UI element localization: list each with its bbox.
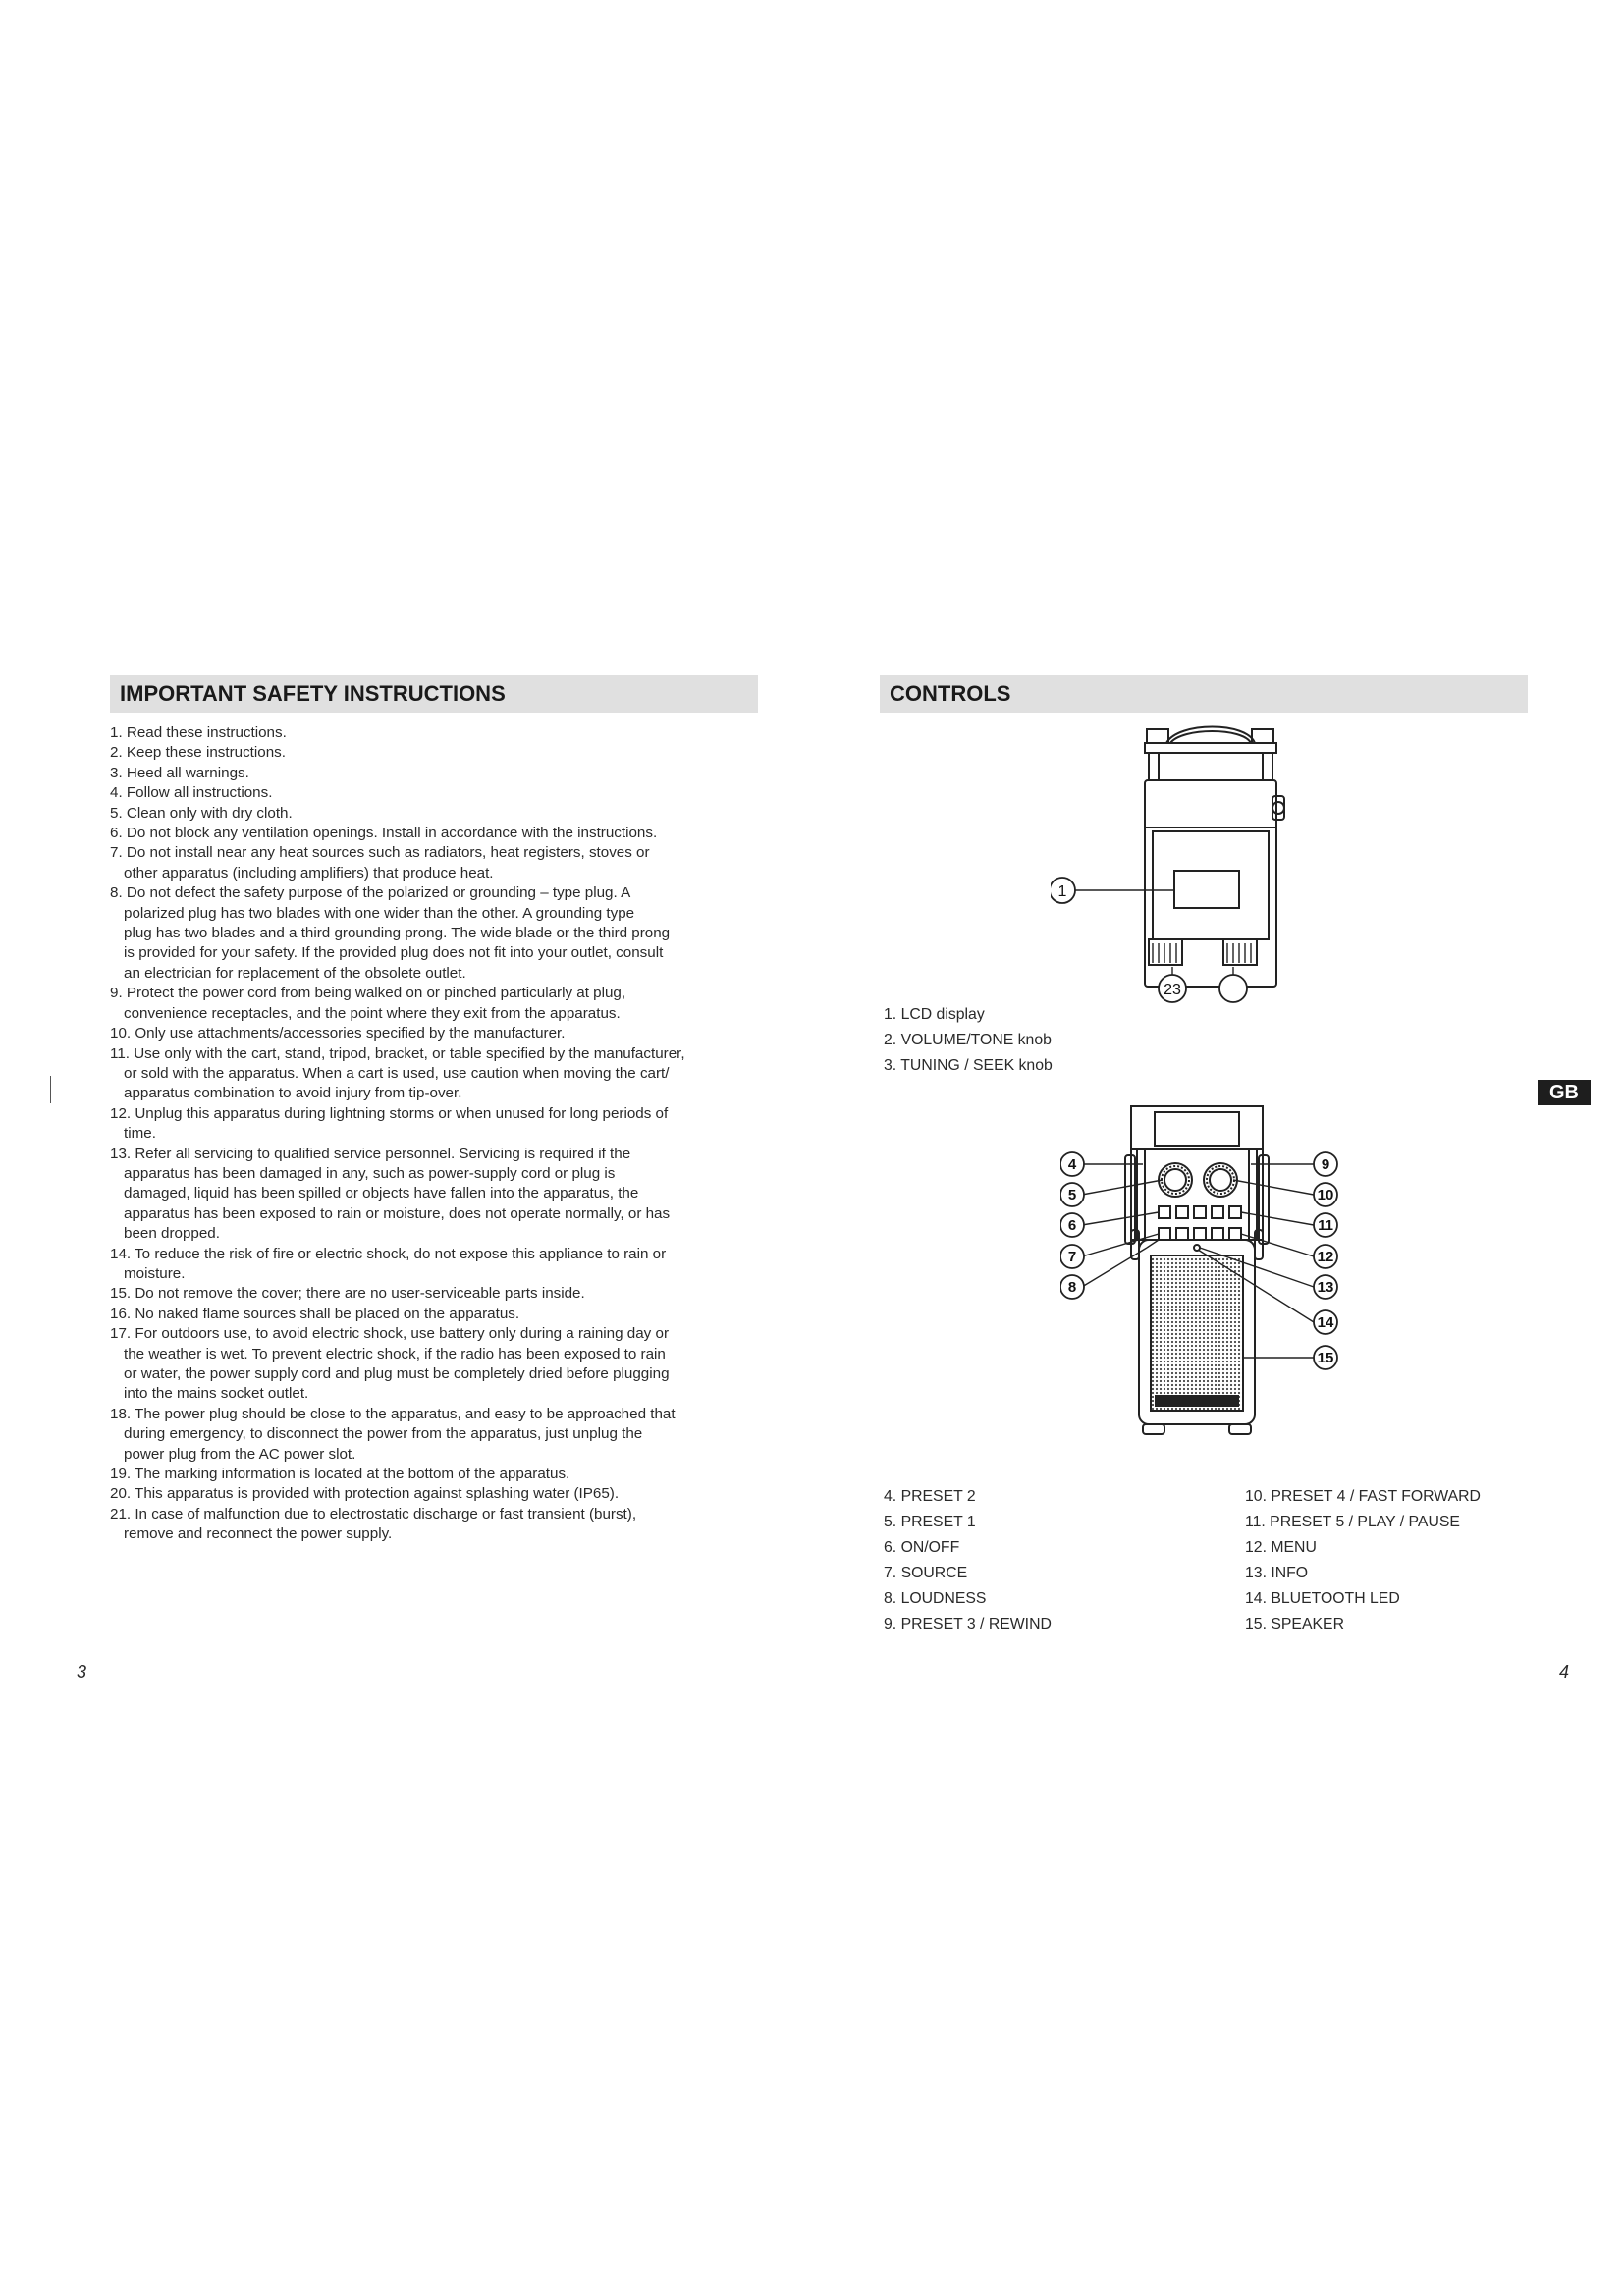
safety-item: 17. For outdoors use, to avoid electric shock, use battery only during a raining day or <box>110 1325 669 1343</box>
control-item: 15. SPEAKER <box>1245 1616 1344 1632</box>
safety-item: 18. The power plug should be close to the apparatus, and easy to be approached that <box>110 1405 676 1422</box>
safety-item: 1. Read these instructions. <box>110 724 287 741</box>
callout-4-label: 4 <box>1067 1156 1077 1173</box>
callout-23-label: 23 <box>1164 982 1181 998</box>
control-item: 5. PRESET 1 <box>884 1514 976 1530</box>
safety-item-continuation: remove and reconnect the power supply. <box>124 1525 393 1543</box>
safety-item: 15. Do not remove the cover; there are no user-serviceable parts inside. <box>110 1285 585 1303</box>
callout-15-label: 15 <box>1317 1350 1334 1366</box>
callout-5-label: 5 <box>1067 1187 1077 1203</box>
safety-item-continuation: been dropped. <box>124 1225 220 1243</box>
page-number-left: 3 <box>77 1662 87 1682</box>
safety-item-continuation: apparatus has been exposed to rain or moisture, does not operate normally, or has <box>124 1204 671 1222</box>
safety-item-continuation: apparatus has been damaged in any, such as power-supply cord or plug is <box>124 1164 616 1182</box>
safety-item-continuation: power plug from the AC power slot. <box>124 1445 356 1463</box>
callout-11-label: 11 <box>1318 1217 1333 1234</box>
safety-item: 4. Follow all instructions. <box>110 784 273 802</box>
safety-item: 16. No naked flame sources shall be placed on the apparatus. <box>110 1305 520 1322</box>
controls-list-col1 <box>884 1484 1052 1637</box>
safety-title: IMPORTANT SAFETY INSTRUCTIONS <box>120 681 506 706</box>
safety-item-continuation: or sold with the apparatus. When a cart is used, use caution when moving the cart/ <box>124 1064 670 1082</box>
control-item: 3. TUNING / SEEK knob <box>884 1057 1053 1074</box>
safety-item: 21. In case of malfunction due to electrostatic discharge or fast transient (burst), <box>110 1505 637 1522</box>
control-item: 8. LOUDNESS <box>884 1590 987 1607</box>
safety-item-continuation: or water, the power supply cord and plug must be completely dried before plugging <box>124 1365 670 1382</box>
callout-12-label: 12 <box>1317 1249 1334 1265</box>
control-item: 6. ON/OFF <box>884 1539 960 1556</box>
top-controls-list <box>884 1002 1053 1079</box>
control-item: 4. PRESET 2 <box>884 1488 976 1505</box>
safety-item-continuation: plug has two blades and a third grounding prong. The wide blade or the third prong <box>124 925 671 942</box>
control-item: 7. SOURCE <box>884 1565 968 1581</box>
safety-item-continuation: damaged, liquid has been spilled or objects have fallen into the apparatus, the <box>124 1185 639 1202</box>
safety-item-continuation: the weather is wet. To prevent electric shock, if the radio has been exposed to rain <box>124 1345 666 1362</box>
control-item: 13. INFO <box>1245 1565 1309 1581</box>
safety-item-continuation: moisture. <box>124 1264 186 1282</box>
safety-item-continuation: convenience receptacles, and the point where they exit from the apparatus. <box>124 1004 621 1022</box>
safety-item-continuation: during emergency, to disconnect the power from the apparatus, just unplug the <box>124 1425 643 1443</box>
control-item: 11. PRESET 5 / PLAY / PAUSE <box>1245 1514 1460 1530</box>
control-item: 12. MENU <box>1245 1539 1317 1556</box>
safety-item: 11. Use only with the cart, stand, tripod, bracket, or table specified by the manufacturer, <box>110 1044 685 1062</box>
callout-6-label: 6 <box>1067 1217 1077 1234</box>
safety-title-bar <box>110 675 758 713</box>
safety-item-continuation: apparatus combination to avoid injury from tip-over. <box>124 1085 462 1102</box>
radio-top-view-diagram <box>1051 721 1306 1006</box>
safety-item: 7. Do not install near any heat sources such as radiators, heat registers, stoves or <box>110 844 650 862</box>
page-number-right: 4 <box>1559 1662 1570 1682</box>
safety-instructions-list <box>110 723 778 1545</box>
callout-9-label: 9 <box>1321 1156 1330 1173</box>
control-item: 2. VOLUME/TONE knob <box>884 1032 1052 1048</box>
safety-item: 8. Do not defect the safety purpose of the polarized or grounding – type plug. A <box>110 884 631 902</box>
callout-7-label: 7 <box>1067 1249 1077 1265</box>
safety-item: 2. Keep these instructions. <box>110 744 286 762</box>
callout-10-label: 10 <box>1317 1187 1334 1203</box>
safety-item: 3. Heed all warnings. <box>110 764 249 781</box>
safety-item-continuation: other apparatus (including amplifiers) that produce heat. <box>124 864 494 881</box>
safety-item: 14. To reduce the risk of fire or electric shock, do not expose this appliance to rain or <box>110 1245 667 1262</box>
control-item: 9. PRESET 3 / REWIND <box>884 1616 1052 1632</box>
callout-8-label: 8 <box>1067 1279 1077 1296</box>
safety-item-continuation: time. <box>124 1125 156 1143</box>
safety-item: 9. Protect the power cord from being walked on or pinched particularly at plug, <box>110 985 626 1002</box>
control-item: 14. BLUETOOTH LED <box>1245 1590 1400 1607</box>
speaker-grille <box>1151 1255 1243 1411</box>
controls-title: CONTROLS <box>890 681 1011 706</box>
callout-14-label: 14 <box>1317 1314 1334 1331</box>
callout-1-label: 1 <box>1057 883 1067 900</box>
control-item: 10. PRESET 4 / FAST FORWARD <box>1245 1488 1481 1505</box>
safety-item: 13. Refer all servicing to qualified service personnel. Servicing is required if the <box>110 1145 631 1162</box>
safety-item: 19. The marking information is located at the bottom of the apparatus. <box>110 1466 570 1483</box>
safety-item-continuation: into the mains socket outlet. <box>124 1385 309 1403</box>
radio-front-view-diagram <box>1060 1104 1355 1448</box>
safety-item: 6. Do not block any ventilation openings. Install in accordance with the instructions. <box>110 825 658 842</box>
safety-item: 12. Unplug this apparatus during lightning storms or when unused for long periods of <box>110 1104 669 1122</box>
margin-mark <box>50 1076 51 1103</box>
callout-13-label: 13 <box>1317 1279 1334 1296</box>
callout-empty-circle <box>1219 975 1247 1002</box>
safety-item: 20. This apparatus is provided with protection against splashing water (IP65). <box>110 1485 620 1503</box>
controls-title-bar <box>880 675 1528 713</box>
safety-item-continuation: is provided for your safety. If the provided plug does not fit into your outlet, consult <box>124 944 664 962</box>
language-tab: GB <box>1538 1080 1591 1105</box>
safety-item-continuation: polarized plug has two blades with one wider than the other. A grounding type <box>124 904 635 922</box>
safety-item: 5. Clean only with dry cloth. <box>110 804 293 822</box>
safety-item: 10. Only use attachments/accessories specified by the manufacturer. <box>110 1025 566 1042</box>
controls-list-col2 <box>1245 1484 1481 1637</box>
safety-item-continuation: an electrician for replacement of the obsolete outlet. <box>124 964 466 982</box>
control-item: 1. LCD display <box>884 1006 985 1023</box>
